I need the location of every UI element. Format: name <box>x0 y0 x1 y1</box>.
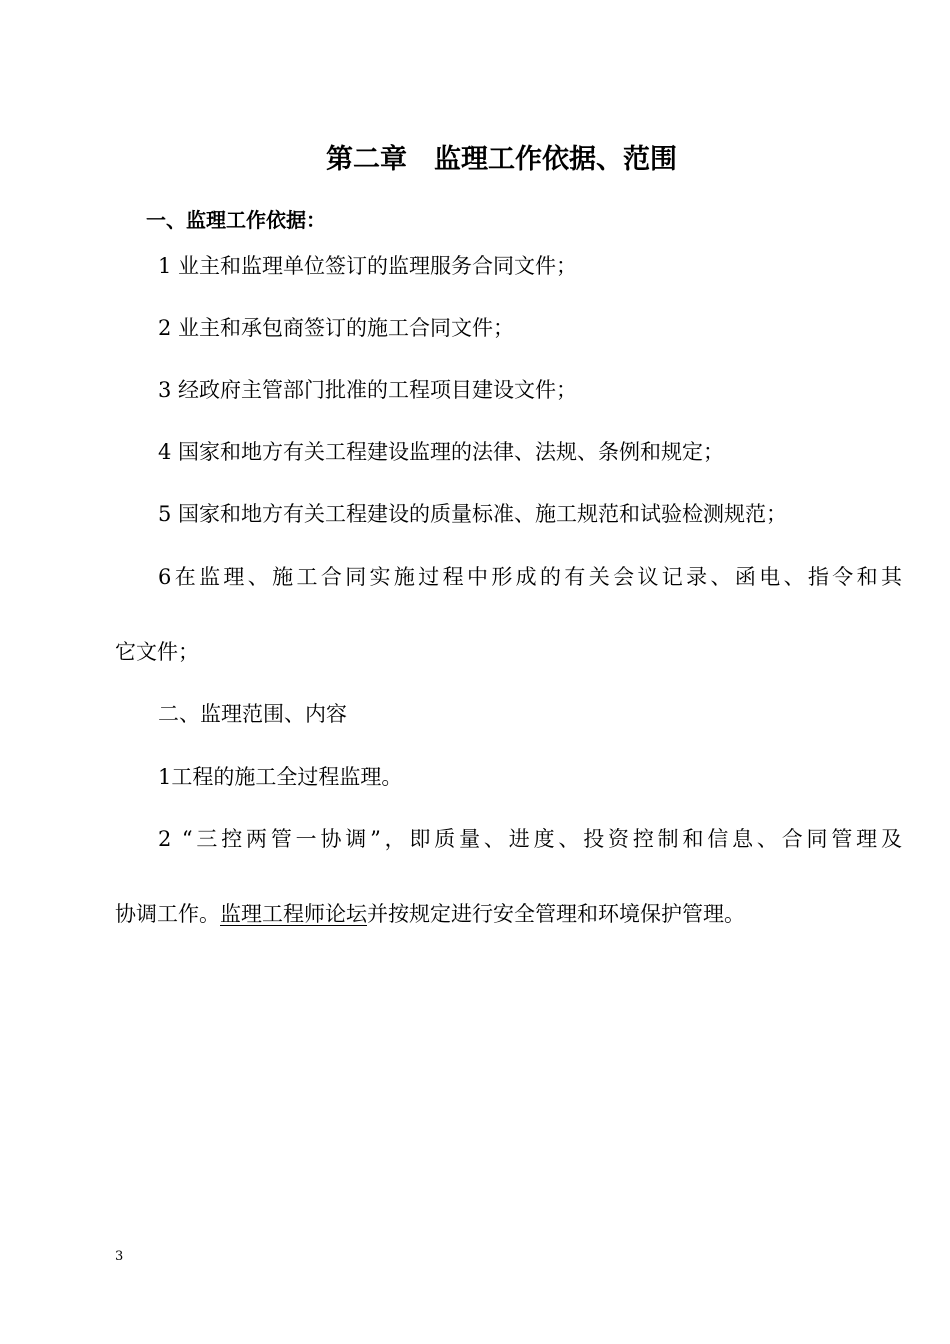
list-item: 5 国家和地方有关工程建设的质量标准、施工规范和试验检测规范； <box>158 502 788 526</box>
list-item: 2 业主和承包商签订的施工合同文件； <box>158 316 515 340</box>
section-heading-basis: 一、监理工作依据： <box>146 208 326 232</box>
list-item: 1 业主和监理单位签订的监理服务合同文件； <box>158 254 578 278</box>
forum-link[interactable]: 监理工程师论坛 <box>220 902 367 926</box>
chapter-title: 第二章 监理工作依据、范围 <box>326 144 677 175</box>
list-item-6-line1: 6在监理、施工合同实施过程中形成的有关会议记录、函电、指令和其 <box>158 565 902 589</box>
list-item-6-line2: 它文件； <box>115 640 199 664</box>
scope-item: 1工程的施工全过程监理。 <box>158 765 403 789</box>
scope-item-2-prefix: 协调工作。 <box>115 902 220 926</box>
scope-item-2-line1: 2 “三控两管一协调”，即质量、进度、投资控制和信息、合同管理及 <box>158 827 902 851</box>
scope-item-2-line2 <box>115 900 745 928</box>
list-item: 3 经政府主管部门批准的工程项目建设文件； <box>158 378 578 402</box>
scope-item-2-suffix: 并按规定进行安全管理和环境保护管理。 <box>367 902 745 926</box>
page-number: 3 <box>115 1249 124 1264</box>
list-item: 4 国家和地方有关工程建设监理的法律、法规、条例和规定； <box>158 440 725 464</box>
section-heading-scope: 二、监理范围、内容 <box>158 702 347 726</box>
